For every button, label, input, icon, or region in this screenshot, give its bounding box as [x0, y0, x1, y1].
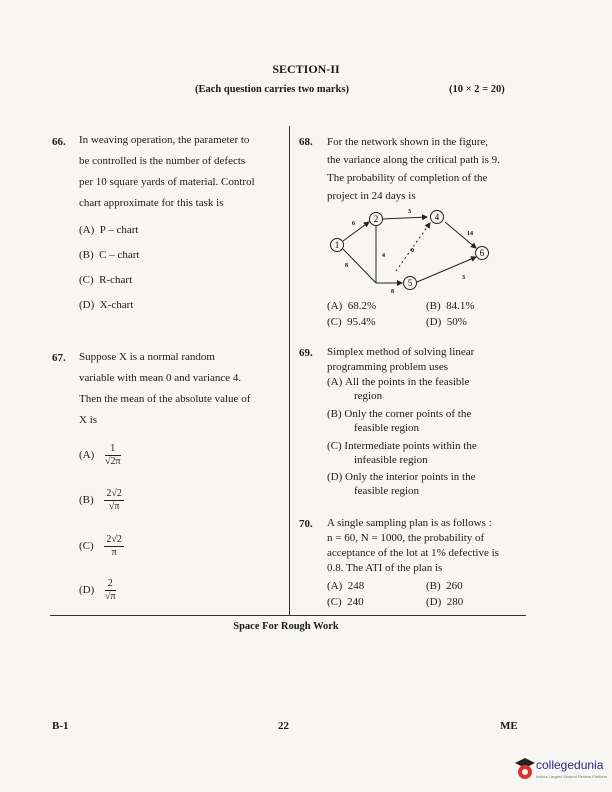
node-label: 6	[479, 248, 485, 258]
question-line: A single sampling plan is as follows :	[327, 517, 492, 529]
question-number: 69.	[299, 347, 313, 359]
option-text: 240	[347, 596, 364, 608]
page-number: 22	[278, 720, 289, 732]
option-text: Only the interior points in the	[345, 471, 476, 483]
option-a	[79, 443, 121, 468]
option-text: 84.1%	[446, 300, 475, 312]
rough-work-divider	[50, 615, 526, 616]
section-subtitle: (Each question carries two marks)	[195, 84, 349, 95]
option-d	[426, 596, 463, 608]
question-line: chart approximate for this task is	[79, 197, 224, 209]
option-text-cont: infeasible region	[354, 454, 428, 466]
node-label: 5	[407, 278, 413, 288]
option-label: (C)	[79, 540, 94, 553]
question-line: 0.8. The ATI of the plan is	[327, 562, 443, 574]
option-label: (B)	[79, 494, 94, 507]
node-4	[431, 211, 444, 224]
question-line: Simplex method of solving linear	[327, 346, 475, 358]
dummy-edge-5-4	[396, 223, 430, 271]
option-d	[79, 299, 133, 311]
edge-label: 8	[391, 289, 394, 295]
fraction	[104, 488, 124, 513]
question-line: For the network shown in the figure,	[327, 136, 488, 148]
option-text-cont: feasible region	[354, 485, 420, 497]
option-c	[327, 316, 376, 328]
footer-code: B-1	[52, 720, 69, 732]
option-label: (B)	[327, 408, 342, 420]
edge-label: 3	[408, 209, 411, 215]
footer-subject: ME	[500, 720, 518, 732]
option-text: All the points in the feasible	[345, 376, 470, 388]
section-marks: (10 × 2 = 20)	[449, 84, 505, 95]
option-label: (C)	[327, 316, 342, 328]
denominator: √π	[105, 591, 116, 602]
question-number: 66.	[52, 136, 66, 148]
column-divider	[289, 126, 290, 616]
option-a	[327, 580, 364, 592]
denominator: √2π	[105, 456, 121, 467]
numerator: 2√2	[106, 534, 122, 545]
rough-work-label: Space For Rough Work	[233, 621, 339, 632]
question-number: 68.	[299, 136, 313, 148]
brand-tagline: India's Largest Student Review Platform	[536, 774, 608, 779]
question-line: per 10 square yards of material. Control	[79, 176, 255, 188]
option-label: (A)	[79, 224, 95, 236]
edge-5-6	[417, 257, 476, 282]
option-label: (C)	[79, 274, 94, 286]
question-line: the variance along the critical path is 9.	[327, 154, 500, 166]
edge-label: 8	[345, 263, 348, 269]
node-label: 2	[373, 214, 379, 224]
option-text: R-chart	[99, 274, 133, 286]
option-b	[79, 488, 124, 513]
option-text: 248	[347, 580, 365, 592]
option-b	[426, 580, 463, 592]
question-line: Then the mean of the absolute value of	[79, 393, 251, 405]
option-text: 95.4%	[347, 316, 376, 328]
option-c	[327, 439, 527, 467]
edge-label: 6	[352, 221, 355, 227]
option-c	[79, 274, 132, 286]
option-a	[79, 224, 138, 236]
option-text-cont: region	[354, 390, 383, 402]
option-b	[327, 407, 527, 435]
option-label: (B)	[79, 249, 94, 261]
option-text: C – chart	[99, 249, 140, 261]
question-line: n = 60, N = 1000, the probability of	[327, 532, 485, 544]
numerator: 2	[105, 578, 116, 591]
option-text: 68.2%	[347, 300, 377, 312]
option-c	[79, 534, 124, 559]
option-text-cont: feasible region	[354, 422, 420, 434]
numerator: 1	[105, 443, 121, 456]
collegedunia-logo-icon	[514, 756, 536, 780]
question-line: In weaving operation, the parameter to	[79, 134, 250, 146]
option-label: (B)	[426, 300, 441, 312]
question-line: programming problem uses	[327, 361, 448, 373]
question-number: 70.	[299, 518, 313, 530]
option-a	[327, 300, 376, 312]
option-label: (C)	[327, 440, 342, 452]
option-label: (D)	[327, 471, 343, 483]
node-5	[404, 277, 417, 290]
option-text: X-chart	[99, 299, 134, 311]
denominator: π	[111, 547, 117, 558]
option-text: 280	[446, 596, 464, 608]
option-a	[327, 375, 527, 403]
option-text: Intermediate points within the	[344, 440, 477, 452]
numerator: 2√2	[106, 488, 122, 499]
question-line: project in 24 days is	[327, 190, 416, 202]
node-6	[476, 247, 489, 260]
option-label: (D)	[79, 584, 95, 597]
option-label: (D)	[426, 596, 442, 608]
option-label: (D)	[426, 316, 442, 328]
edge-label: 0	[411, 248, 414, 254]
question-line: X is	[79, 414, 98, 426]
question-number: 67.	[52, 352, 66, 364]
fraction	[105, 443, 121, 468]
question-line: The probability of completion of the	[327, 172, 488, 184]
option-text: 260	[446, 580, 463, 592]
fraction	[104, 534, 124, 559]
edge-label: 3	[462, 275, 465, 281]
option-text: Only the corner points of the	[344, 408, 472, 420]
option-d	[79, 578, 116, 603]
question-line: Suppose X is a normal random	[79, 351, 215, 363]
denominator: √π	[108, 501, 120, 512]
edge-2-4	[382, 217, 427, 219]
section-title: SECTION-II	[272, 62, 340, 76]
option-label: (A)	[327, 376, 343, 388]
option-d	[426, 316, 467, 328]
option-label: (A)	[79, 449, 95, 462]
option-text: 50%	[446, 316, 467, 328]
option-c	[327, 596, 364, 608]
option-b	[79, 249, 140, 261]
fraction	[105, 578, 116, 603]
node-label: 4	[434, 212, 440, 222]
edge-1-2	[343, 222, 369, 241]
option-label: (A)	[327, 300, 343, 312]
node-1	[331, 239, 344, 252]
option-text: P – chart	[99, 224, 139, 236]
option-label: (C)	[327, 596, 342, 608]
option-b	[426, 300, 475, 312]
brand-name: collegedunia	[536, 758, 604, 772]
edge-label: 14	[467, 231, 473, 237]
option-label: (A)	[327, 580, 343, 592]
edge-label: 4	[382, 253, 385, 259]
option-d	[327, 470, 527, 498]
node-2	[370, 213, 383, 226]
node-label: 1	[334, 240, 340, 250]
question-line: be controlled is the number of defects	[79, 155, 246, 167]
question-line: variable with mean 0 and variance 4.	[79, 372, 242, 384]
option-label: (B)	[426, 580, 441, 592]
network-diagram	[326, 205, 496, 300]
option-label: (D)	[79, 299, 95, 311]
question-line: acceptance of the lot at 1% defective is	[327, 547, 499, 559]
